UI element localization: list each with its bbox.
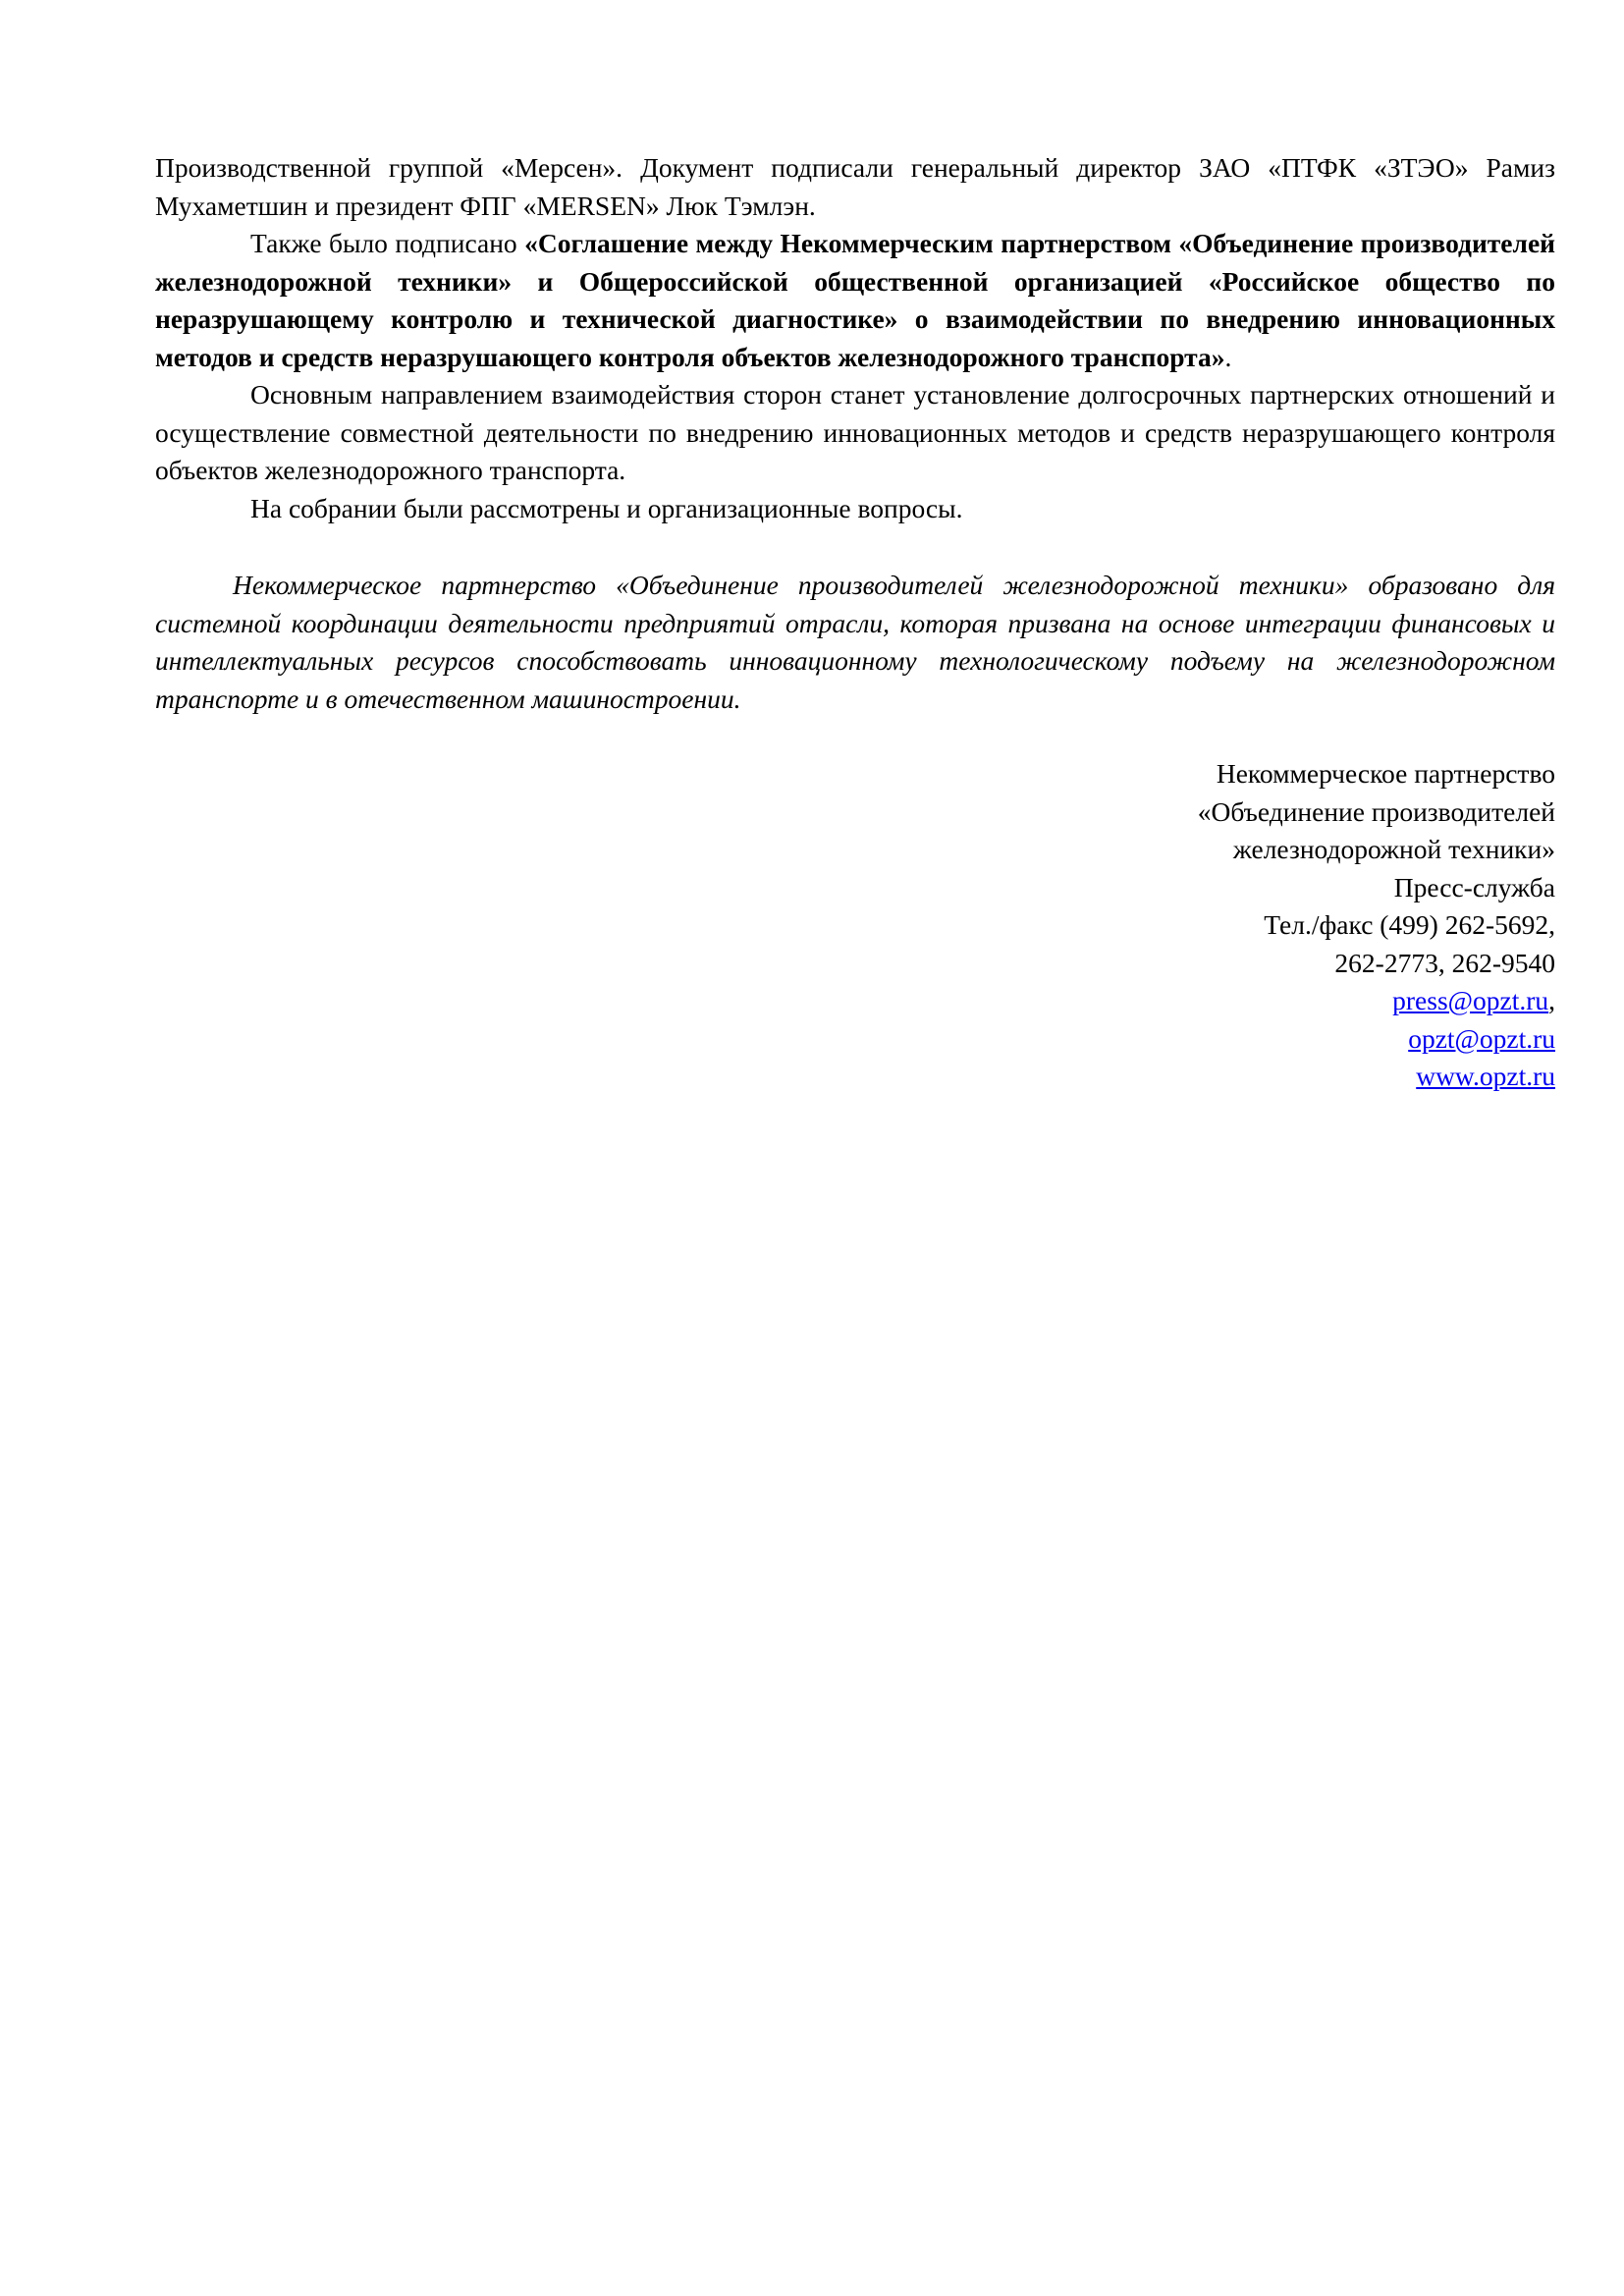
paragraph-intro-text: Также было подписано (250, 228, 525, 258)
organization-note (155, 567, 1555, 718)
paragraph-end-punct: . (1224, 341, 1232, 372)
note-text: Некоммерческое партнерство «Объединение производителей железнодорожной техники» образовано для системной координации деятельности предприятий отрасли, которая призвана на основе интеграции финансовых и интеллектуальных ресурсов способствовать инновационному технологическому подъему на железнодорожном транспорте и в отечественном машиностроении. (155, 570, 1555, 714)
paragraph-text: Основным направлением взаимодействия сторон станет установление долгосрочных партнерских отношений и осуществление совместной деятельности по внедрению инновационных методов и средств неразрушающего контроля объектов железнодорожного транспорта. (155, 379, 1555, 485)
signature-org-line: «Объединение производителей (1197, 795, 1555, 827)
paragraph-agreement (155, 225, 1555, 376)
signature-phone: 262-2773, 262-9540 (1334, 947, 1555, 978)
agreement-title: «Соглашение между Некоммерческим партнерством «Объединение производителей железнодорожной техники» и Общероссийской общественной организацией «Российское общество по неразрушающему контролю и технической диагностике» о взаимодействии по внедрению инновационных методов и средств неразрушающего контроля объектов железнодорожного транспорта» (155, 228, 1555, 372)
document-page (155, 149, 1555, 1096)
email-line (155, 982, 1555, 1020)
signature-phone: Тел./факс (499) 262-5692, (1264, 909, 1555, 940)
signature-org-line: Некоммерческое партнерство (1216, 758, 1555, 789)
signature-block (155, 755, 1555, 1096)
paragraph-cooperation (155, 376, 1555, 490)
email-link-press[interactable]: press@opzt.ru (1392, 985, 1549, 1015)
website-link[interactable]: www.opzt.ru (1416, 1061, 1555, 1091)
email-separator: , (1548, 985, 1555, 1015)
paragraph-text: Производственной группой «Мерсен». Документ подписали генеральный директор ЗАО «ПТФК «ЗТЭО» Рамиз Мухаметшин и президент ФПГ «MERSEN» Люк Тэмлэн. (155, 152, 1555, 221)
website-line (155, 1058, 1555, 1096)
email-link-opzt[interactable]: opzt@opzt.ru (1408, 1022, 1555, 1054)
signature-department: Пресс-служба (1393, 871, 1555, 902)
paragraph-signing-documents (155, 149, 1555, 225)
signature-org-line: железнодорожной техники» (1232, 834, 1555, 864)
paragraph-organizational (155, 490, 1555, 528)
paragraph-text: На собрании были рассмотрены и организационные вопросы. (250, 492, 963, 523)
email-line (155, 1020, 1555, 1059)
